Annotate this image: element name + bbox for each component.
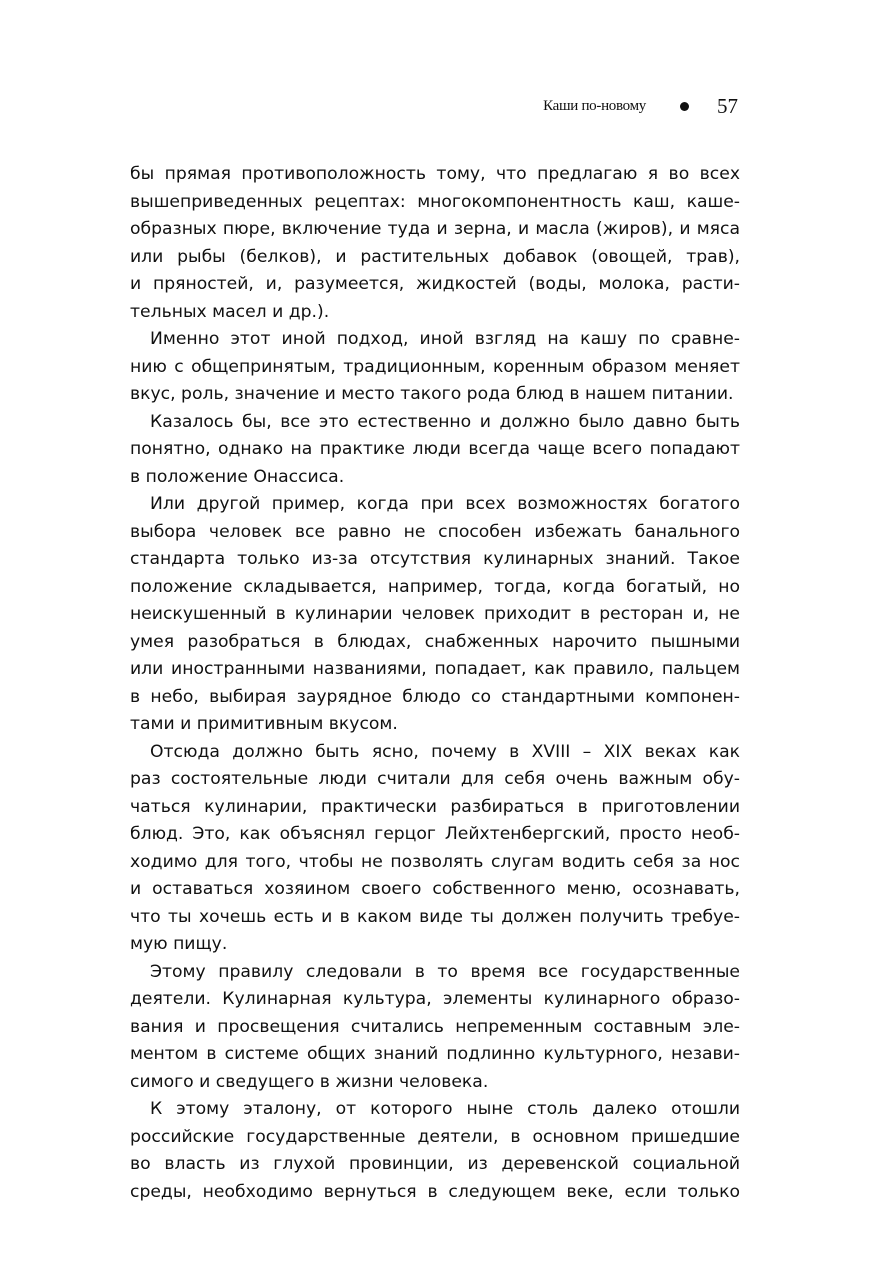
text-line: понятно, однако на практике люди всегда чаще всего попадают (130, 439, 740, 459)
text-line: тами и примитивным вкусом. (130, 714, 398, 734)
text-line: Казалось бы, все это естественно и должно было давно быть (150, 411, 740, 432)
text-line: и оставаться хозяином своего собственного меню, осознавать, (130, 879, 740, 899)
running-title: Каши по-новому (543, 98, 646, 114)
paragraph (130, 326, 740, 409)
page-header (543, 94, 738, 119)
text-line: симого и сведущего в жизни человека. (130, 1071, 489, 1092)
text-line: Именно этот иной подход, иной взгляд на кашу по сравне- (150, 329, 740, 349)
paragraph (130, 739, 740, 959)
paragraph (130, 1096, 740, 1206)
text-line: деятели. Кулинарная культура, элементы кулинарного образо- (130, 989, 740, 1009)
text-line: вкус, роль, значение и место такого рода блюд в нашем питании. (130, 384, 734, 404)
text-line: блюд. Это, как объяснял герцог Лейхтенбергский, просто необ- (130, 824, 740, 844)
text-line: среды, необходимо вернуться в следующем веке, если только (130, 1181, 740, 1202)
text-line: Этому правилу следовали в то время все государственные (150, 961, 740, 982)
text-line: в положение Онассиса. (130, 466, 345, 487)
text-line: вышеприведенных рецептах: многокомпонентность каш, каше- (130, 191, 740, 212)
text-line: выбора человек все равно не способен избежать банального (130, 521, 740, 542)
text-line: бы прямая противоположность тому, что предлагаю я во всех (130, 164, 740, 184)
text-line: Отсюда должно быть ясно, почему в XVIII – XIX веках как (150, 741, 740, 762)
text-line: во власть из глухой провинции, из деревенской социальной (130, 1154, 740, 1174)
paragraph (130, 491, 740, 739)
text-line: в небо, выбирая заурядное блюдо со стандартными компонен- (130, 686, 740, 707)
paragraph (130, 959, 740, 1097)
paragraph (130, 409, 740, 492)
text-line: ментом в системе общих знаний подлинно культурного, незави- (130, 1044, 740, 1064)
text-line: российские государственные деятели, в основном пришедшие (130, 1126, 740, 1147)
text-line: чаться кулинарии, практически разбираться в приготовлении (130, 796, 740, 817)
text-line: образных пюре, включение туда и зерна, и масла (жиров), и мяса (130, 219, 740, 239)
page-number: 57 (717, 94, 738, 118)
paragraph (130, 161, 740, 326)
text-line: Или другой пример, когда при всех возможностях богатого (150, 494, 740, 514)
text-line: положение складывается, например, тогда, когда богатый, но (130, 576, 740, 597)
text-line: нию с общепринятым, традиционным, коренным образом меняет (130, 356, 740, 377)
text-line: умея разобраться в блюдах, снабженных нарочито пышными (130, 631, 740, 652)
text-line: тельных масел и др.). (130, 301, 330, 322)
text-line: К этому эталону, от которого ныне столь далеко отошли (150, 1099, 740, 1119)
text-line: вания и просвещения считались непременным составным эле- (130, 1016, 740, 1037)
bullet-separator (680, 102, 689, 111)
text-line: или рыбы (белков), и растительных добавок (овощей, трав), (130, 246, 740, 267)
body-text (130, 161, 740, 1206)
text-line: ходимо для того, чтобы не позволять слугам водить себя за нос (130, 851, 740, 872)
text-line: что ты хочешь есть и в каком виде ты должен получить требуе- (130, 906, 740, 927)
text-line: мую пищу. (130, 934, 228, 954)
text-line: или иностранными названиями, попадает, как правило, пальцем (130, 659, 740, 679)
text-line: раз состоятельные люди считали для себя очень важным обу- (130, 769, 740, 789)
text-line: и пряностей, и, разумеется, жидкостей (воды, молока, расти- (130, 274, 740, 294)
text-line: стандарта только из-за отсутствия кулинарных знаний. Такое (130, 549, 740, 569)
text-line: неискушенный в кулинарии человек приходит в ресторан и, не (130, 604, 740, 624)
